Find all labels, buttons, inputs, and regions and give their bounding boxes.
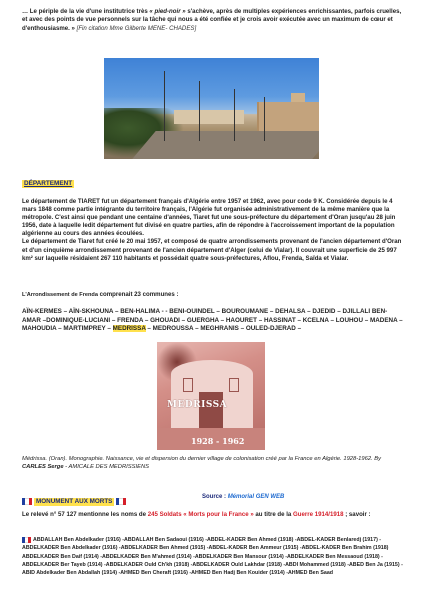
cover-window xyxy=(229,378,239,392)
photo-lamp-pole xyxy=(199,81,200,141)
book-cover-image xyxy=(157,342,265,450)
arrondissement-line xyxy=(22,291,179,298)
french-flag-icon xyxy=(22,498,32,505)
intro-text-1: … Le périple de la vie d'une institutrice très xyxy=(22,8,150,15)
releve-text-b: au titre de la xyxy=(253,511,294,518)
tiaret-street-photo xyxy=(104,58,319,159)
departement-body-2: Le département de Tiaret fut créé le 20 mai 1957, et composé de quatre arrondissements provenant de l'ancien département d'Oran et d'un cinquième arrondissement provenant de l'ancien département d'Alger (celui de Vialar). Il couvrait une superficie de 25 997 km² sur laquelle résidaient 267 110 habitants et possédait quatre sous-préfectures, Aflou, Frenda, Saïda et Vialar. xyxy=(22,238,402,262)
soldier-names-list xyxy=(22,536,406,577)
french-flag-icon xyxy=(116,498,126,505)
section-heading-departement: DÉPARTEMENT xyxy=(24,180,73,187)
intro-text-2: s'achève, après de multiples expériences enrichissantes, parfois cruelles, et avec des points de vue personnels sur la tâche qui nous a été confiée et je crois avoir exécutée avec un maximum de cœur et d'enthousiasme. » xyxy=(22,8,402,32)
monument-heading-row xyxy=(22,493,406,503)
cover-window xyxy=(183,378,193,392)
photo-lamp-pole xyxy=(264,97,265,141)
releve-text-a: Le relevé n° 57 127 mentionne les noms de xyxy=(22,511,148,518)
caption-tail: - AMICALE DES MEDRISSIENS xyxy=(63,463,150,470)
french-flag-icon xyxy=(22,537,31,543)
cover-door xyxy=(199,392,223,430)
photo-building xyxy=(257,102,319,132)
communes-list xyxy=(22,308,406,334)
releve-count: 245 Soldats « Morts pour la France » xyxy=(147,511,254,518)
cover-years: 1928 - 1962 xyxy=(191,436,245,446)
departement-body-1: . Considérée depuis le 4 mars 1848 comme partie intégrante du territoire français, l'Algérie fut organisée administrativement de la même manière que la métropole. C'est ainsi que pendant une centaine d'années, Tiaret fut une sous-préfecture du département d'Oran jusqu'au 28 juin 1956, date à laquelle ledit département fut divisé en quatre parties, afin de répondre à l'accroissement important de la population algérienne au cours des années écoulées. xyxy=(22,198,396,238)
releve-paragraph xyxy=(22,511,406,519)
caption-author: CARLES Serge xyxy=(22,463,64,470)
communes-highlight: MEDRISSA xyxy=(112,325,146,333)
arrondissement-label: L'Arrondissement de Frenda xyxy=(22,292,98,298)
departement-code: 9 K xyxy=(313,198,323,205)
photo-lamp-pole xyxy=(234,89,235,141)
caption-text: Médrissa. (Oran). Monographie. Naissance, vie et dispersion du dernier village de colonisation créé par la France en Algérie. 1928-1962. By xyxy=(22,456,382,462)
photo-lamp-pole xyxy=(164,71,165,141)
arrondissement-text: comprenait 23 communes : xyxy=(97,291,179,298)
section-heading-monument: MONUMENT AUX MORTS xyxy=(36,497,113,505)
source-link[interactable]: Mémorial GEN WEB xyxy=(227,494,285,500)
intro-emphasis: « pied-noir » xyxy=(149,8,186,15)
intro-citation: [Fin citation Mme Gilberte MENE- CHADES] xyxy=(76,24,197,32)
intro-paragraph xyxy=(22,8,406,33)
book-caption xyxy=(22,456,406,472)
names-text: ABDALLAH Ben Abdelkader (1916) -ABDALLAH Ben Sadaoui (1916) -ABDEL-KADER Ben Ahmed (1918) -ABDEL-KADER Benlaredj (1917) -ABDELKADER Ben Abdelkader (1916) -ABDELKADER Ben Ahmed (1915) -ABDEL-KADER Ben Ammeur (1915) -ABDEL-KADER Ben Brahim (1918) ABDELKADER Ben Daif (1914) -ABDELKADER Ben M'ahmed (1914) -ABDELKADER Ben Mansour (1914) -ABDELKADER Ben Messaoud (1918) -ABDELKADER Ber Tayeb (1914) -ABDELKADER Ould Ch'kh (1918) -ABDELKADER Ould Lakhdar (1918) -ABDI Mohammed (1918) -ABED Ben Ja (1915) -ABID Abdelkader Ben Abdallah (1914) -AHMED Ben Cheraft (1916) -AHMED Ben Hadj Ben Kouider (1914) -AHMED Ben Saad xyxy=(22,537,403,577)
departement-lead: Le département de TIARET fut un département français d'Algérie entre 1957 et 1962, avec pour code xyxy=(22,198,314,205)
source-label: Source : xyxy=(202,494,228,500)
source-line xyxy=(202,494,284,500)
communes-after: – MEDROUSSA – MEGHRANIS – OULED-DJERAD – xyxy=(145,325,302,333)
photo-road xyxy=(132,131,319,159)
releve-war: Guerre 1914/1918 xyxy=(293,511,344,518)
releve-text-c: ; savoir : xyxy=(343,511,371,518)
departement-paragraph xyxy=(22,198,406,263)
cover-title: MEDRISSA xyxy=(167,400,228,410)
communes-before: AÏN-KERMES – AÏN-SKHOUNA – BEN-HALIMA - - BENI-OUINDEL – BOUROUMANE – DEHALSA – DJEDID – DJILLALI BEN-AMAR –DOMINIQUE-LUCIANI – FRENDA – GHOUADI – GUERGHA – HAOURET – HASSINAT – KCELNA – LOUHOU – MADENA –MAHOUDIA – MARTIMPREY – xyxy=(22,308,403,333)
